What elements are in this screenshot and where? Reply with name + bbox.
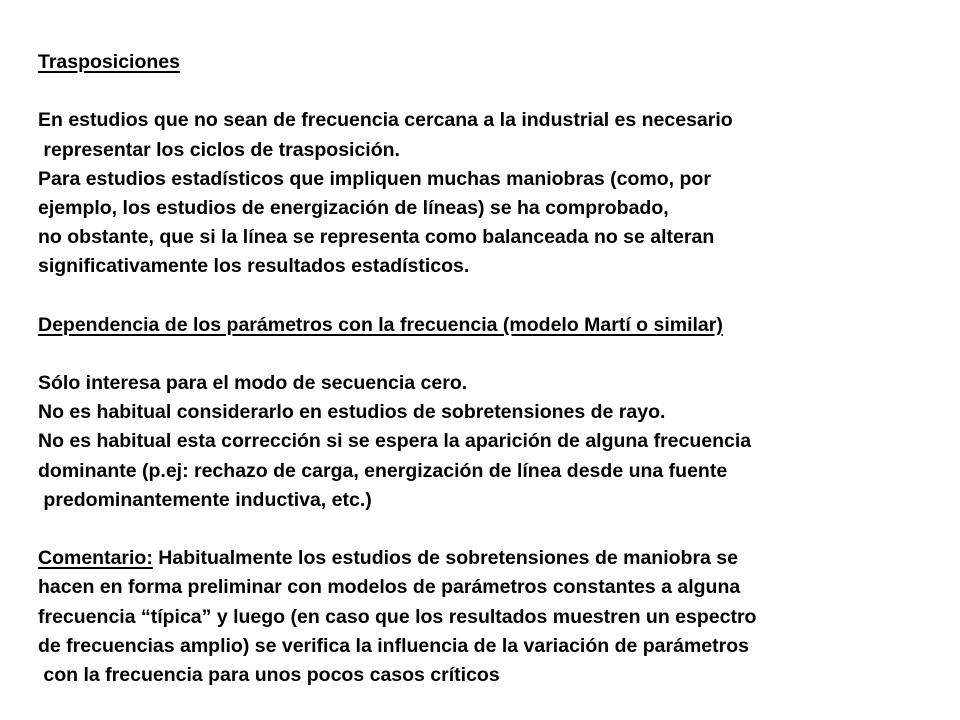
spacer xyxy=(38,77,938,106)
text-line: frecuencia “típica” y luego (en caso que los resultados muestren un espectro xyxy=(38,605,757,628)
text-line: dominante (p.ej: rechazo de carga, energización de línea desde una fuente xyxy=(38,459,728,482)
text-line: Para estudios estadísticos que impliquen muchas maniobras (como, por xyxy=(38,167,711,190)
text-line: ejemplo, los estudios de energización de líneas) se ha comprobado, xyxy=(38,196,669,219)
heading-dependencia-frecuencia: Dependencia de los parámetros con la frecuencia (modelo Martí o similar) xyxy=(38,313,723,336)
text-line: No es habitual considerarlo en estudios de sobretensiones de rayo. xyxy=(38,401,666,424)
text-line: hacen en forma preliminar con modelos de parámetros constantes a alguna xyxy=(38,576,741,599)
heading-trasposiciones: Trasposiciones xyxy=(38,51,180,73)
comment-label: Comentario: xyxy=(38,547,153,570)
spacer xyxy=(38,340,938,369)
text-line: Sólo interesa para el modo de secuencia cero. xyxy=(38,372,468,395)
text-line: No es habitual esta corrección si se espera la aparición de alguna frecuencia xyxy=(38,430,752,453)
text-line: de frecuencias amplio) se verifica la influencia de la variación de parámetros xyxy=(38,634,749,657)
comment-text: Habitualmente los estudios de sobretensiones de maniobra se xyxy=(152,547,738,570)
text-line: con la frecuencia para unos pocos casos críticos xyxy=(38,663,500,686)
text-line: predominantemente inductiva, etc.) xyxy=(38,488,372,511)
text-line: representar los ciclos de trasposición. xyxy=(38,138,400,161)
comment-first-line xyxy=(38,544,938,573)
spacer xyxy=(38,515,938,544)
spacer xyxy=(38,282,938,311)
slide-document xyxy=(38,48,938,690)
text-line: significativamente los resultados estadísticos. xyxy=(38,255,470,278)
text-line: no obstante, que si la línea se representa como balanceada no se alteran xyxy=(38,226,715,249)
text-line: En estudios que no sean de frecuencia cercana a la industrial es necesario xyxy=(38,109,733,132)
